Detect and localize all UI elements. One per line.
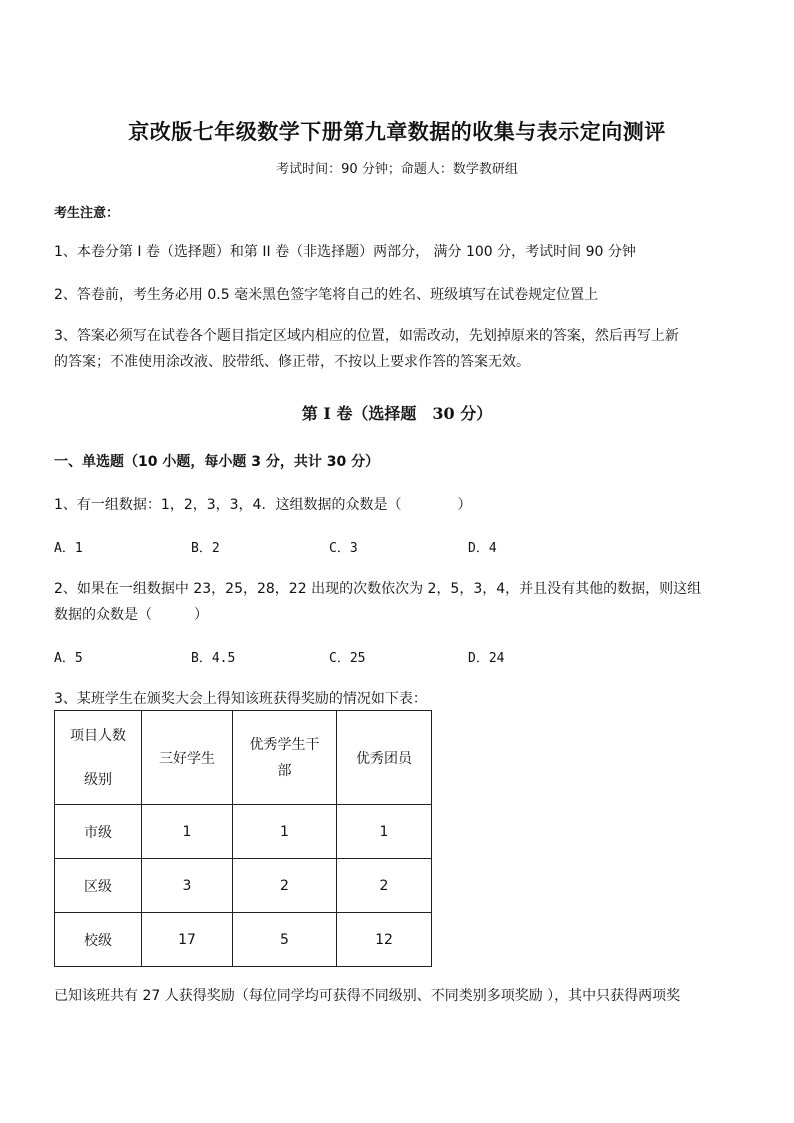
header-cell xyxy=(233,711,337,805)
question-2-stem-continued: 数据的众数是（ ） xyxy=(54,607,208,623)
question-1-option-b[interactable]: B．2 xyxy=(191,541,220,556)
notice-item-3-continued: 的答案；不准使用涂改液、胶带纸、修正带，不按以上要求作答的答案无效。 xyxy=(54,354,530,370)
document-subtitle: 考试时间：90 分钟；命题人：数学教研组 xyxy=(276,162,518,177)
document-title: 京改版七年级数学下册第九章数据的收集与表示定向测评 xyxy=(128,119,666,144)
table-corner-cell xyxy=(55,711,142,805)
question-1-option-d[interactable]: D．4 xyxy=(468,541,497,556)
table-cell: 2 xyxy=(233,859,337,913)
row-label: 校级 xyxy=(55,913,142,967)
question-3-stem: 3、某班学生在颁奖大会上得知该班获得奖励的情况如下表： xyxy=(54,691,427,707)
notice-item-2: 2、答卷前，考生务必用 0.5 毫米黑色签字笔将自己的姓名、班级填写在试卷规定位置上 xyxy=(54,287,599,303)
table-cell: 1 xyxy=(337,805,432,859)
question-1-stem: 1、有一组数据：1，2，3，3，4．这组数据的众数是（ ） xyxy=(54,497,472,513)
question-1-option-c[interactable]: C．3 xyxy=(329,541,358,556)
header-line: 优秀学生干 xyxy=(249,736,320,753)
notice-heading: 考生注意： xyxy=(54,206,120,221)
question-2-option-a[interactable]: A．5 xyxy=(54,651,83,666)
header-cell: 优秀团员 xyxy=(337,711,432,805)
question-2-option-d[interactable]: D．24 xyxy=(468,651,505,666)
question-3-after-text: 已知该班共有 27 人获得奖励（每位同学均可获得不同级别、不同类别多项奖励 ），其中只获得两项奖 xyxy=(54,988,681,1004)
question-2-stem: 2、如果在一组数据中 23，25，28，22 出现的次数依次为 2，5，3，4，并且没有其他的数据，则这组 xyxy=(54,581,702,597)
awards-table xyxy=(54,710,432,967)
table-header-row xyxy=(55,711,432,805)
notice-item-3: 3、答案必须写在试卷各个题目指定区域内相应的位置，如需改动，先划掉原来的答案，然后再写上新 xyxy=(54,328,679,344)
table-cell: 3 xyxy=(142,859,233,913)
row-label: 区级 xyxy=(55,859,142,913)
table-cell: 17 xyxy=(142,913,233,967)
question-2-option-c[interactable]: C．25 xyxy=(329,651,366,666)
header-cell: 三好学生 xyxy=(142,711,233,805)
notice-item-1: 1、本卷分第 I 卷（选择题）和第 II 卷（非选择题）两部分， 满分 100 分，考试时间 90 分钟 xyxy=(54,244,636,260)
table-cell: 1 xyxy=(233,805,337,859)
table-cell: 2 xyxy=(337,859,432,913)
table-cell: 5 xyxy=(233,913,337,967)
section-title: 第 I 卷（选择题 30 分） xyxy=(301,404,493,423)
table-row xyxy=(55,859,432,913)
question-2-option-b[interactable]: B．4.5 xyxy=(191,651,236,666)
corner-top-label: 项目人数 xyxy=(70,727,126,744)
corner-bottom-label: 级别 xyxy=(84,771,112,788)
table-cell: 1 xyxy=(142,805,233,859)
question-1-option-a[interactable]: A．1 xyxy=(54,541,83,556)
row-label: 市级 xyxy=(55,805,142,859)
table-row xyxy=(55,913,432,967)
header-line: 部 xyxy=(277,762,292,779)
table-cell: 12 xyxy=(337,913,432,967)
table-row xyxy=(55,805,432,859)
part-heading: 一、单选题（10 小题，每小题 3 分，共计 30 分） xyxy=(54,454,380,470)
